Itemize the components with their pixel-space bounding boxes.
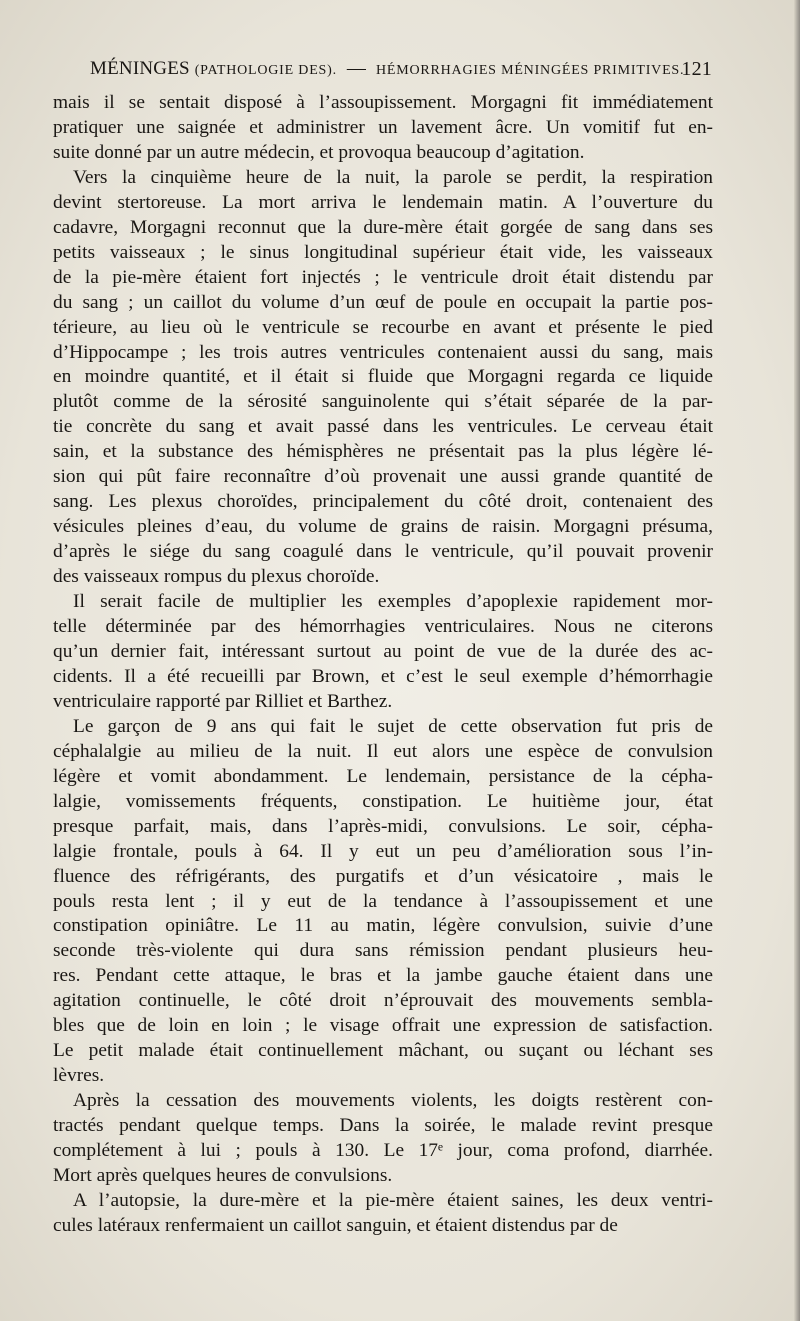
text-line: lèvres.: [53, 1065, 105, 1087]
paragraph: [53, 1089, 713, 1189]
text-line: d’Hippocampe ; les trois autres ventricules contenaient aussi du sang, mais: [53, 341, 713, 363]
text-line: bles que de loin en loin ; le visage offrait une expression de satisfaction.: [53, 1015, 713, 1037]
text-line: res. Pendant cette attaque, le bras et la jambe gauche étaient dans une: [53, 965, 713, 987]
text-line: lalgie frontale, pouls à 64. Il y eut un peu d’amélioration sous l’in-: [53, 840, 713, 862]
paragraph: [53, 715, 713, 1089]
text-line: cidents. Il a été recueilli par Brown, et c’est le seul exemple d’hémorrhagie: [53, 665, 713, 687]
text-line: pratiquer une saignée et administrer un lavement âcre. Un vomitif fut en-: [53, 116, 713, 138]
header-title: [90, 58, 684, 80]
text-line: tractés pendant quelque temps. Dans la soirée, le malade revint presque: [53, 1115, 713, 1137]
text-line: qu’un dernier fait, intéressant surtout au point de vue de la durée des ac-: [53, 640, 713, 662]
header-title-sub2: HÉMORRHAGIES MÉNINGÉES PRIMITIVES.: [375, 63, 685, 78]
text-line: mais il se sentait disposé à l’assoupissement. Morgagni fit immédiatement: [53, 92, 713, 113]
paragraph: [53, 1189, 713, 1239]
text-line: Vers la cinquième heure de la nuit, la parole se perdit, la respiration: [73, 166, 713, 188]
header-title-sub1: (PATHOLOGIE DES).: [194, 63, 337, 78]
page-number: 121: [681, 58, 712, 80]
text-line: sion qui pût faire reconnaître d’où provenait une aussi grande quantité de: [53, 466, 713, 488]
text-line: Le petit malade était continuellement mâchant, ou suçant ou léchant ses: [53, 1040, 713, 1062]
text-line: Le garçon de 9 ans qui fait le sujet de cette observation fut pris de: [73, 715, 713, 737]
text-line: d’après le siége du sang coagulé dans le ventricule, qu’il pouvait provenir: [53, 541, 713, 563]
text-line: cules latéraux renfermaient un caillot sanguin, et étaient distendus par de: [53, 1214, 618, 1236]
text-line: complétement à lui ; pouls à 130. Le 17ᵉ jour, coma profond, diarrhée.: [53, 1140, 713, 1162]
text-line: ventriculaire rapporté par Rilliet et Barthez.: [53, 690, 393, 712]
text-line: tie concrète du sang et avait passé dans les ventricules. Le cerveau était: [53, 416, 713, 438]
text-line: suite donné par un autre médecin, et provoqua beaucoup d’agitation.: [53, 141, 585, 163]
text-line: agitation continuelle, le côté droit n’éprouvait des mouvements sembla-: [53, 990, 713, 1012]
paragraph: [53, 91, 713, 166]
paragraph: [53, 166, 713, 590]
text-line: en moindre quantité, et il était si fluide que Morgagni regarda ce liquide: [53, 366, 713, 388]
text-line: cadavre, Morgagni reconnut que la dure-mère était gorgée de sang dans ses: [53, 216, 713, 238]
text-line: Mort après quelques heures de convulsions.: [53, 1164, 393, 1186]
paragraph: [53, 590, 713, 715]
text-line: constipation opiniâtre. Le 11 au matin, légère convulsion, suivie d’une: [53, 915, 713, 937]
text-line: devint stertoreuse. La mort arriva le lendemain matin. A l’ouverture du: [53, 191, 713, 213]
text-line: sain, et la substance des hémisphères ne présentait pas la plus légère lé-: [53, 441, 713, 463]
text-line: telle déterminée par des hémorrhagies ventriculaires. Nous ne citerons: [53, 616, 713, 638]
text-line: vésicules pleines d’eau, du volume de grains de raisin. Morgagni présuma,: [53, 516, 713, 538]
text-line: Après la cessation des mouvements violents, les doigts restèrent con-: [73, 1090, 713, 1112]
text-line: A l’autopsie, la dure-mère et la pie-mère étaient saines, les deux ventri-: [73, 1189, 713, 1211]
text-line: seconde très-violente qui dura sans rémission pendant plusieurs heu-: [53, 940, 713, 962]
text-line: lalgie, vomissements fréquents, constipation. Le huitième jour, état: [53, 790, 713, 812]
page-edge-shadow: [794, 0, 800, 1321]
text-line: des vaisseaux rompus du plexus choroïde.: [53, 566, 380, 588]
text-line: Il serait facile de multiplier les exemples d’apoplexie rapidement mor-: [73, 591, 713, 613]
running-header: [90, 58, 712, 88]
text-line: sang. Les plexus choroïdes, principalement du côté droit, contenaient des: [53, 491, 713, 513]
text-line: presque parfait, mais, dans l’après-midi, convulsions. Le soir, cépha-: [53, 815, 713, 837]
text-line: de la pie-mère étaient fort injectés ; le ventricule droit était distendu par: [53, 266, 713, 288]
text-line: du sang ; un caillot du volume d’un œuf de poule en occupait la partie pos-: [53, 291, 713, 313]
text-line: térieure, au lieu où le ventricule se recourbe en avant et présente le pied: [53, 316, 713, 338]
header-separator: —: [346, 58, 367, 79]
header-title-main: MÉNINGES: [90, 58, 190, 79]
text-line: plutôt comme de la sérosité sanguinolente qui s’était séparée de la par-: [53, 391, 713, 413]
text-line: légère et vomit abondamment. Le lendemain, persistance de la cépha-: [53, 765, 713, 787]
body-text: [53, 91, 713, 1239]
text-line: pouls resta lent ; il y eut de la tendance à l’assoupissement et une: [53, 890, 713, 912]
text-line: fluence des réfrigérants, des purgatifs et d’un vésicatoire , mais le: [53, 865, 713, 887]
text-line: céphalalgie au milieu de la nuit. Il eut alors une espèce de convulsion: [53, 740, 713, 762]
text-line: petits vaisseaux ; le sinus longitudinal supérieur était vide, les vaisseaux: [53, 241, 713, 263]
